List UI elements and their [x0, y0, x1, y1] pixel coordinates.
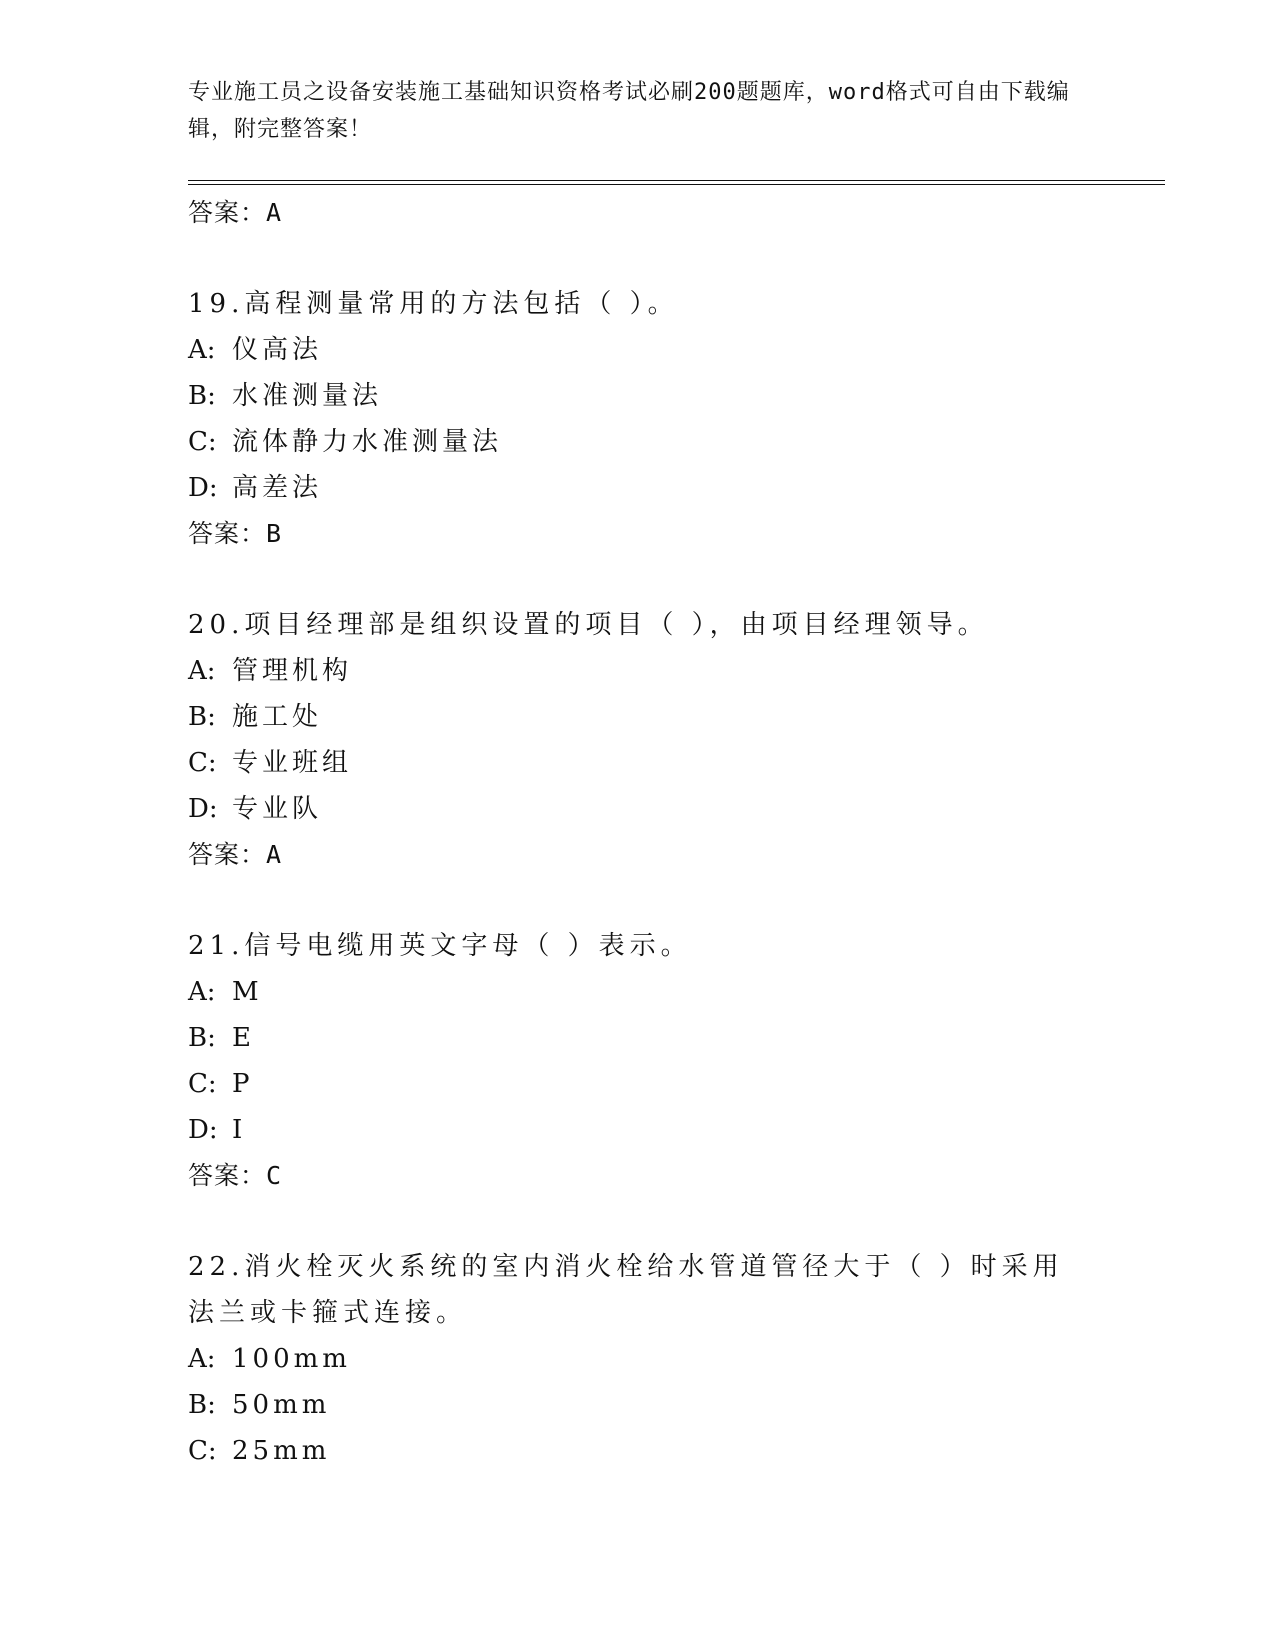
option-text: 管理机构 — [232, 656, 353, 686]
option-text: 专业班组 — [232, 748, 353, 778]
option-text: 高差法 — [232, 473, 323, 503]
option-letter: D: — [188, 794, 218, 824]
answer-line: 答案：B — [188, 519, 283, 548]
document-header: 专业施工员之设备安装施工基础知识资格考试必刷200题题库，word格式可自由下载编辑，附完整答案！ — [188, 80, 1070, 142]
option-text: 25mm — [232, 1436, 331, 1466]
option-c — [188, 740, 1088, 786]
option-letter: D: — [188, 473, 218, 503]
question-stem: 22.消火栓灭火系统的室内消火栓给水管道管径大于（ ）时采用法兰或卡箍式连接。 — [188, 1252, 1064, 1328]
option-b — [188, 1015, 1088, 1061]
option-d — [188, 786, 1088, 832]
question-19 — [188, 281, 1088, 556]
option-text: P — [232, 1069, 254, 1099]
option-a — [188, 648, 1088, 694]
option-d — [188, 1107, 1088, 1153]
option-text: 流体静力水准测量法 — [232, 427, 503, 457]
answer-line: 答案：C — [188, 1161, 283, 1190]
option-text: 100mm — [232, 1344, 351, 1374]
option-letter: C: — [188, 1436, 217, 1466]
option-letter: D: — [188, 1115, 218, 1145]
option-letter: B: — [188, 381, 216, 411]
option-letter: B: — [188, 1023, 216, 1053]
question-22 — [188, 1244, 1088, 1474]
option-b — [188, 1382, 1088, 1428]
option-d — [188, 465, 1088, 511]
option-letter: B: — [188, 1390, 216, 1420]
option-c — [188, 419, 1088, 465]
option-text: 专业队 — [232, 794, 323, 824]
header-divider-top — [188, 180, 1165, 181]
answer-line: 答案：A — [188, 840, 283, 869]
option-text: E — [232, 1023, 255, 1053]
option-b — [188, 694, 1088, 740]
question-stem: 19.高程测量常用的方法包括（ ）。 — [188, 289, 679, 319]
option-text: 仪高法 — [232, 335, 323, 365]
option-letter: C: — [188, 748, 217, 778]
option-letter: A: — [188, 656, 216, 686]
option-text: 施工处 — [232, 702, 323, 732]
option-b — [188, 373, 1088, 419]
option-letter: A: — [188, 1344, 216, 1374]
option-c — [188, 1061, 1088, 1107]
option-text: M — [232, 977, 263, 1007]
option-letter: A: — [188, 335, 216, 365]
question-list — [188, 190, 1088, 1474]
option-letter: A: — [188, 977, 216, 1007]
option-a — [188, 327, 1088, 373]
answer-line: 答案：A — [188, 198, 283, 227]
question-stem: 20.项目经理部是组织设置的项目（ ），由项目经理领导。 — [188, 610, 989, 640]
question-20 — [188, 602, 1088, 877]
option-a — [188, 1336, 1088, 1382]
option-c — [188, 1428, 1088, 1474]
question-21 — [188, 923, 1088, 1198]
option-text: 50mm — [232, 1390, 331, 1420]
header-divider-bottom — [188, 184, 1165, 185]
option-letter: C: — [188, 1069, 217, 1099]
option-text: 水准测量法 — [232, 381, 383, 411]
option-letter: C: — [188, 427, 217, 457]
option-text: I — [232, 1115, 247, 1145]
question-stem: 21.信号电缆用英文字母（ ）表示。 — [188, 931, 692, 961]
option-letter: B: — [188, 702, 216, 732]
option-a — [188, 969, 1088, 1015]
